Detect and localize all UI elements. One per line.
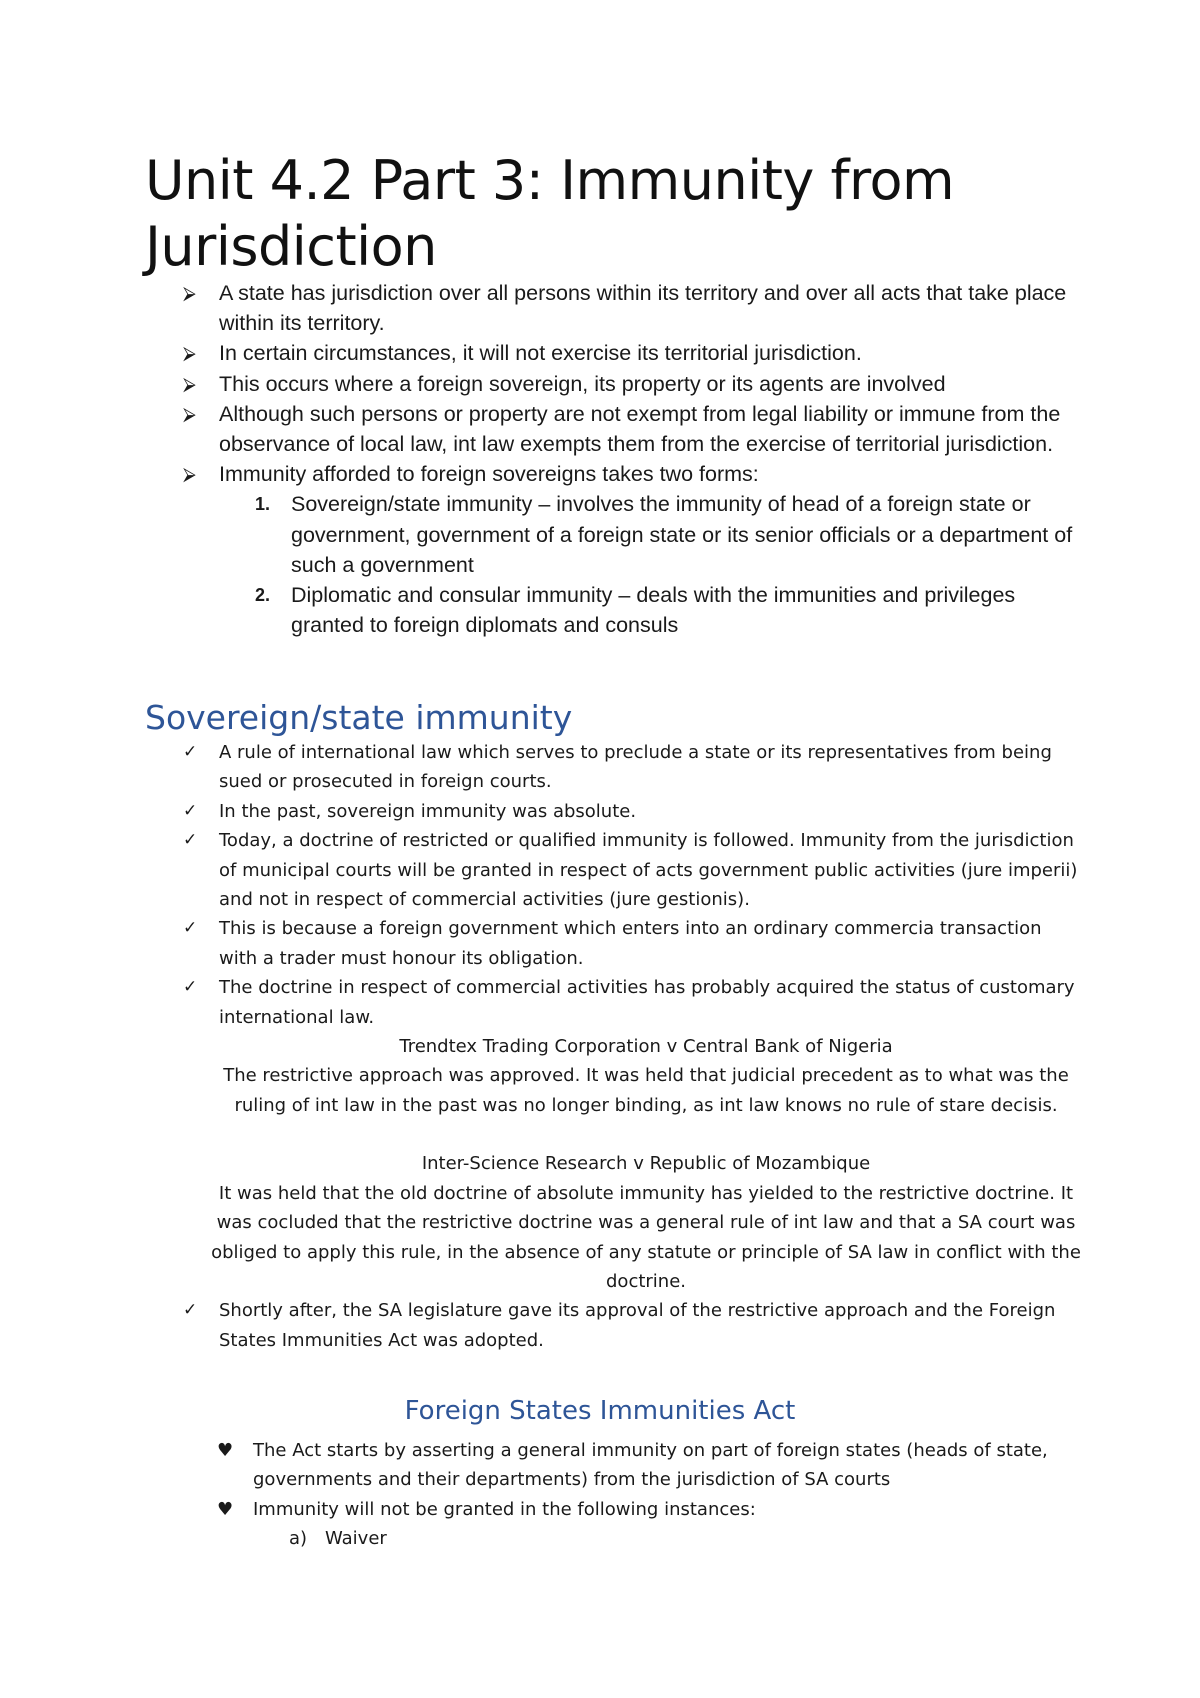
case-summary: It was held that the old doctrine of absolute immunity has yielded to the restrictive doctrine. It was cocluded that the restrictive doctrine was a general rule of int law and that a SA court was obliged to apply this rule, in the absence of any statute or principle of SA law in conflict with the doctrine. (211, 1182, 1081, 1292)
list-item: ⮚ In certain circumstances, it will not exercise its territorial jurisdiction. (183, 338, 1083, 368)
section-heading-sovereign-immunity: Sovereign/state immunity (145, 698, 573, 737)
list-item: ✓ This is because a foreign government which enters into an ordinary commercia transaction with a trader must honour its obligation. (183, 914, 1083, 973)
check-icon: ✓ (183, 977, 198, 998)
instances-lettered-list (253, 1524, 1077, 1553)
list-item: ♥ The Act starts by asserting a general immunity on part of foreign states (heads of state, governments and their departments) from the jurisdiction of SA courts (217, 1436, 1077, 1495)
list-item: ⮚ Immunity afforded to foreign sovereigns takes two forms: 1. Sovereign/state immunity – involves the immunity of head of a foreign state or government, government of a foreign state or its senior officials or a department of such a government 2. Diplomatic and consular immunity – deals with the immunities and privileges granted to foreign diplomats and consuls (183, 459, 1083, 640)
arrow-bullet-icon: ⮚ (183, 373, 196, 394)
arrow-bullet-icon: ⮚ (183, 403, 196, 424)
check-icon: ✓ (183, 1300, 198, 1321)
check-icon: ✓ (183, 742, 198, 762)
arrow-bullet-icon: ⮚ (183, 464, 196, 485)
section-heading-foreign-states-immunities-act: Foreign States Immunities Act (404, 1396, 796, 1426)
sovereign-check-list (183, 738, 1083, 1355)
list-item: ✓ The doctrine in respect of commercial activities has probably acquired the status of customary international law. Trendtex Trading Corporation v Central Bank of Nigeria The restrictive approach was approved. It was held that judicial precedent as to what was the ruling of int law in the past was no longer binding, as int law knows no rule of stare decisis. Inter-Science Research v Republic of Mozambique It was held that the old doctrine of absolute immunity has yielded to the restrictive doctrine. It was cocluded that the restrictive doctrine was a general rule of int law and that a SA court was obliged to apply this rule, in the absence of any statute or principle of SA law in conflict with the doctrine. (183, 973, 1083, 1296)
check-icon: ✓ (183, 918, 198, 939)
list-item: 1. Sovereign/state immunity – involves the immunity of head of a foreign state or government, government of a foreign state or its senior officials or a department of such a government (255, 492, 1073, 577)
forms-numbered-list (219, 489, 1083, 640)
list-item: ✓ Today, a doctrine of restricted or qualified immunity is followed. Immunity from the jurisdiction of municipal courts will be granted in respect of acts government public activities (jure imperii) and not in respect of commercial activities (jure gestionis). (183, 826, 1083, 914)
heart-icon: ♥ (217, 1498, 234, 1520)
list-item: ✓ Shortly after, the SA legislature gave its approval of the restrictive approach and the Foreign States Immunities Act was adopted. (183, 1296, 1083, 1355)
list-item: 2. Diplomatic and consular immunity – deals with the immunities and privileges granted to foreign diplomats and consuls (255, 583, 1016, 638)
list-item: ⮚ Although such persons or property are not exempt from legal liability or immune from the observance of local law, int law exempts them from the exercise of territorial jurisdiction. (183, 399, 1083, 459)
list-item: a) Waiver (289, 1528, 387, 1550)
list-item: ⮚ This occurs where a foreign sovereign, its property or its agents are involved (183, 369, 1083, 399)
list-item: ✓ A rule of international law which serves to preclude a state or its representatives from being sued or prosecuted in foreign courts. (183, 738, 1083, 797)
intro-bullet-list (183, 278, 1083, 640)
case-name: Trendtex Trading Corporation v Central Bank of Nigeria (399, 1036, 893, 1058)
case-summary: The restrictive approach was approved. It was held that judicial precedent as to what was the ruling of int law in the past was no longer binding, as int law knows no rule of stare decisis. (223, 1065, 1069, 1116)
case-name: Inter-Science Research v Republic of Mozambique (421, 1153, 871, 1175)
list-item: ✓ In the past, sovereign immunity was absolute. (183, 797, 1083, 826)
list-item: ♥ Immunity will not be granted in the following instances: a) Waiver (217, 1495, 1077, 1554)
arrow-bullet-icon: ⮚ (183, 283, 196, 303)
check-icon: ✓ (183, 800, 198, 821)
arrow-bullet-icon: ⮚ (183, 343, 196, 364)
list-item: ⮚ A state has jurisdiction over all persons within its territory and over all acts that take place within its territory. (183, 278, 1083, 338)
act-heart-list (217, 1436, 1077, 1554)
heart-icon: ♥ (217, 1440, 234, 1461)
page-title: Unit 4.2 Part 3: Immunity from Jurisdiction (145, 149, 955, 278)
check-icon: ✓ (183, 830, 198, 851)
